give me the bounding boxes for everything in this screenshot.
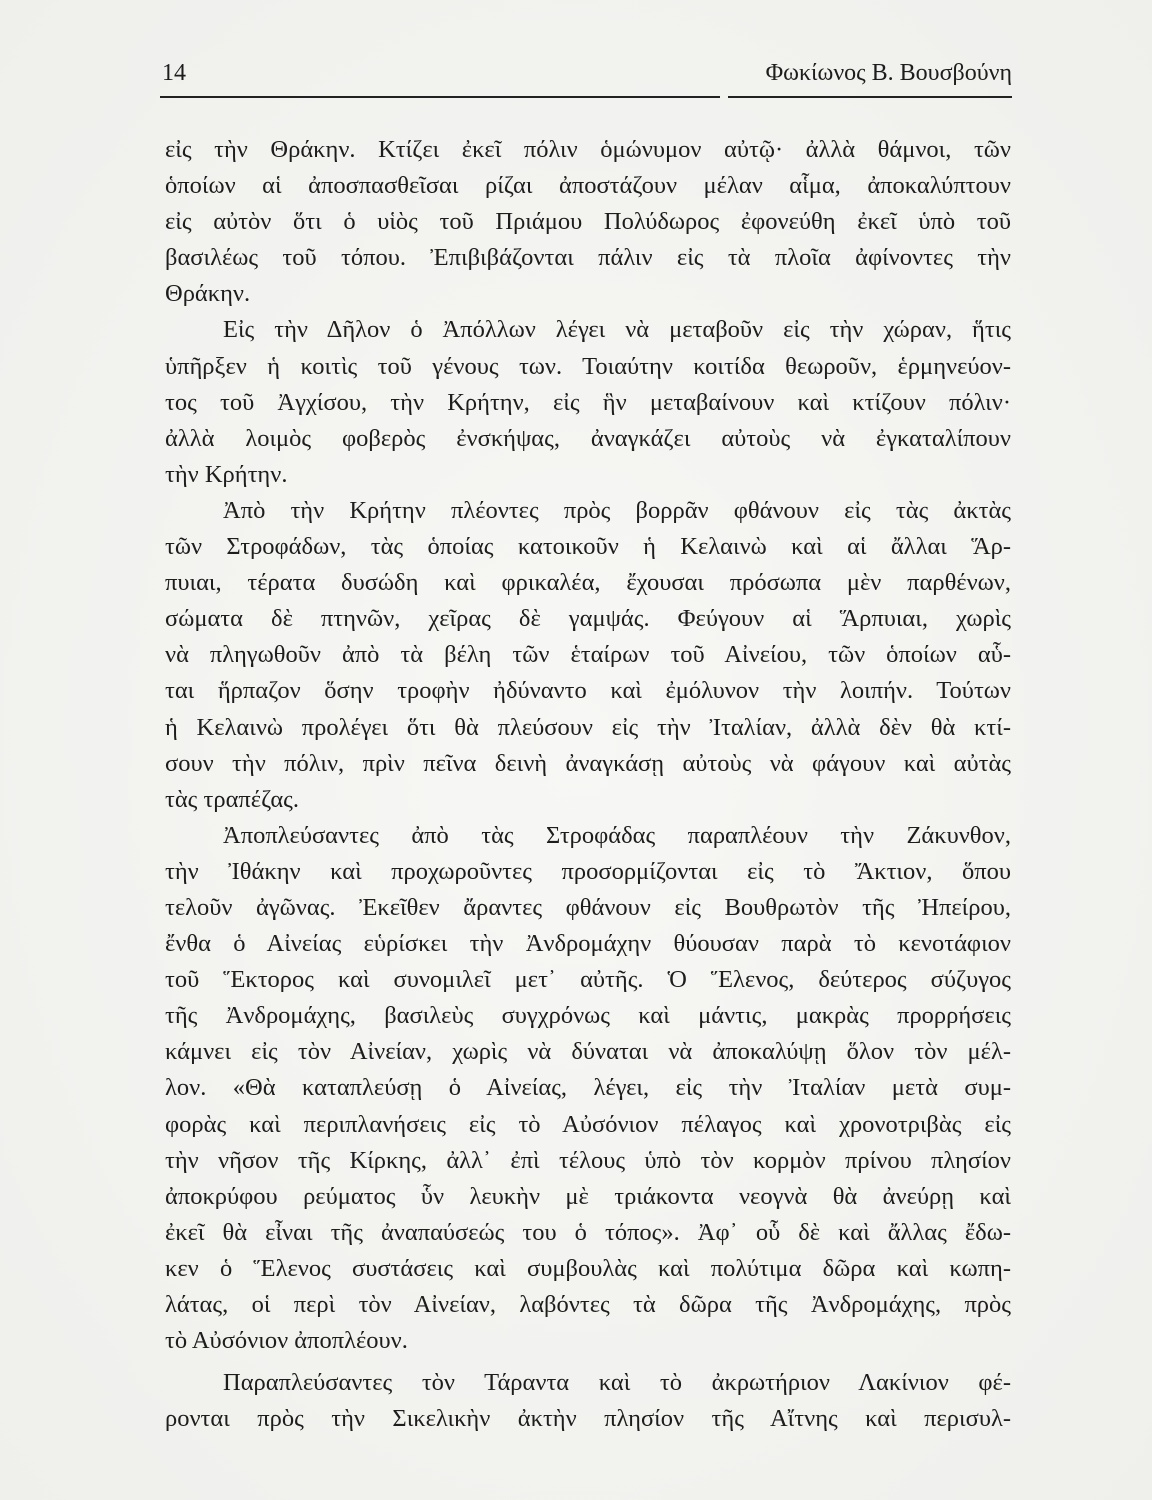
text-line: τὴν Ἰθάκην καὶ προχωροῦντες προσορμίζονται εἰς τὸ Ἄκτιον, ὅπου (165, 857, 1011, 885)
text-line: ἀποκρύφου ρεύματος ὗν λευκὴν μὲ τριάκοντα νεογνὰ θὰ ἀνεύρῃ καὶ (165, 1182, 1011, 1210)
text-line: ὑπῆρξεν ἡ κοιτὶς τοῦ γένους των. Τοιαύτην κοιτίδα θεωροῦν, ἑρμηνεύον- (165, 352, 1011, 380)
text-line: ρονται πρὸς τὴν Σικελικὴν ἀκτὴν πλησίον τῆς Αἴτνης καὶ περισυλ- (165, 1405, 1011, 1433)
text-line: λάτας, οἱ περὶ τὸν Αἰνείαν, λαβόντες τὰ δῶρα τῆς Ἀνδρομάχης, πρὸς (165, 1291, 1011, 1318)
text-line: τοῦ Ἕκτορος καὶ συνομιλεῖ μετ᾽ αὐτῆς. Ὁ Ἕλενος, δεύτερος σύζυγος (165, 966, 1011, 994)
text-line: πυιαι, τέρατα δυσώδη καὶ φρικαλέα, ἔχουσαι πρόσωπα μὲν παρθένων, (165, 569, 1011, 597)
text-line: τῶν Στροφάδων, τὰς ὁποίας κατοικοῦν ἡ Κελαινὼ καὶ αἱ ἄλλαι Ἅρ- (165, 533, 1011, 561)
text-line: ἀλλὰ λοιμὸς φοβερὸς ἐνσκήψας, ἀναγκάζει αὐτοὺς νὰ ἐγκαταλίπουν (165, 424, 1011, 452)
page-number: 14 (162, 60, 186, 86)
running-head: Φωκίωνος Β. Βουσβούνη (765, 60, 1012, 86)
header-rule (160, 96, 720, 98)
paragraph (165, 1365, 1011, 1437)
text-line: ἐκεῖ θὰ εἶναι τῆς ἀναπαύσεώς του ὁ τόπος». Ἀφ᾽ οὗ δὲ καὶ ἄλλας ἔδω- (165, 1218, 1011, 1246)
text-line: βασιλέως τοῦ τόπου. Ἐπιβιβάζονται πάλιν εἰς τὰ πλοῖα ἀφίνοντες τὴν (165, 244, 1011, 272)
paragraph (165, 132, 1011, 312)
text-line: νὰ πληγωθοῦν ἀπὸ τὰ βέλη τῶν ἑταίρων τοῦ Αἰνείου, τῶν ὁποίων αὗ- (165, 641, 1011, 669)
text-line: τος τοῦ Ἀγχίσου, τὴν Κρήτην, εἰς ἣν μεταβαίνουν καὶ κτίζουν πόλιν· (165, 388, 1011, 416)
text-line: τελοῦν ἀγῶνας. Ἐκεῖθεν ἄραντες φθάνουν εἰς Βουθρωτὸν τῆς Ἠπείρου, (165, 893, 1011, 921)
page-header (162, 56, 1012, 92)
text-line: ἡ Κελαινὼ προλέγει ὅτι θὰ πλεύσουν εἰς τὴν Ἰταλίαν, ἀλλὰ δὲν θὰ κτί- (165, 713, 1011, 741)
text-line: ἔνθα ὁ Αἰνείας εὑρίσκει τὴν Ἀνδρομάχην θύουσαν παρὰ τὸ κενοτάφιον (165, 930, 1011, 958)
paragraph (165, 493, 1011, 818)
text-line: εἰς αὐτὸν ὅτι ὁ υἱὸς τοῦ Πριάμου Πολύδωρος ἐφονεύθη ἐκεῖ ὑπὸ τοῦ (165, 208, 1011, 236)
text-line: τὴν νῆσον τῆς Κίρκης, ἀλλ᾽ ἐπὶ τέλους ὑπὸ τὸν κορμὸν πρίνου πλησίον (165, 1146, 1011, 1174)
text-line: τῆς Ἀνδρομάχης, βασιλεὺς συγχρόνως καὶ μάντις, μακρὰς προρρήσεις (165, 1002, 1011, 1030)
text-line: τὸ Αὐσόνιον ἀποπλέουν. (165, 1327, 408, 1355)
text-line: τὰς τραπέζας. (165, 785, 299, 813)
text-line: Θράκην. (165, 280, 251, 308)
text-line: σουν τὴν πόλιν, πρὶν πεῖνα δεινὴ ἀναγκάσῃ αὐτοὺς νὰ φάγουν καὶ αὐτὰς (165, 749, 1011, 777)
text-line: Ἀπὸ τὴν Κρήτην πλέοντες πρὸς βορρᾶν φθάνουν εἰς τὰς ἀκτὰς (223, 496, 1011, 524)
text-line: τὴν Κρήτην. (165, 460, 288, 488)
header-rule (728, 96, 1012, 98)
text-line: Ἀποπλεύσαντες ἀπὸ τὰς Στροφάδας παραπλέουν τὴν Ζάκυνθον, (223, 821, 1011, 849)
page-body (165, 132, 1011, 1437)
text-line: σώματα δὲ πτηνῶν, χεῖρας δὲ γαμψάς. Φεύγουν αἱ Ἅρπυιαι, χωρὶς (165, 605, 1011, 633)
text-line: φορὰς καὶ περιπλανήσεις εἰς τὸ Αὐσόνιον πέλαγος καὶ χρονοτριβὰς εἰς (165, 1110, 1011, 1138)
text-line: κάμνει εἰς τὸν Αἰνείαν, χωρὶς νὰ δύναται νὰ ἀποκαλύψῃ ὅλον τὸν μέλ- (165, 1038, 1011, 1066)
text-line: ὁποίων αἱ ἀποσπασθεῖσαι ρίζαι ἀποστάζουν μέλαν αἷμα, ἀποκαλύπτουν (165, 172, 1011, 200)
text-line: Παραπλεύσαντες τὸν Τάραντα καὶ τὸ ἀκρωτήριον Λακίνιον φέ- (223, 1369, 1011, 1397)
text-line: κεν ὁ Ἕλενος συστάσεις καὶ συμβουλὰς καὶ πολύτιμα δῶρα καὶ κωπη- (165, 1254, 1011, 1282)
text-line: λον. «Θὰ καταπλεύσῃ ὁ Αἰνείας, λέγει, εἰς τὴν Ἰταλίαν μετὰ συμ- (165, 1074, 1011, 1102)
text-line: εἰς τὴν Θράκην. Κτίζει ἐκεῖ πόλιν ὁμώνυμον αὐτῷ· ἀλλὰ θάμνοι, τῶν (165, 136, 1011, 163)
paragraph (165, 818, 1011, 1359)
text-line: ται ἥρπαζον ὅσην τροφὴν ἠδύναντο καὶ ἐμόλυνον τὴν λοιπήν. Τούτων (165, 677, 1011, 705)
paragraph (165, 312, 1011, 492)
text-line: Εἰς τὴν Δῆλον ὁ Ἀπόλλων λέγει νὰ μεταβοῦν εἰς τὴν χώραν, ἥτις (223, 316, 1011, 344)
